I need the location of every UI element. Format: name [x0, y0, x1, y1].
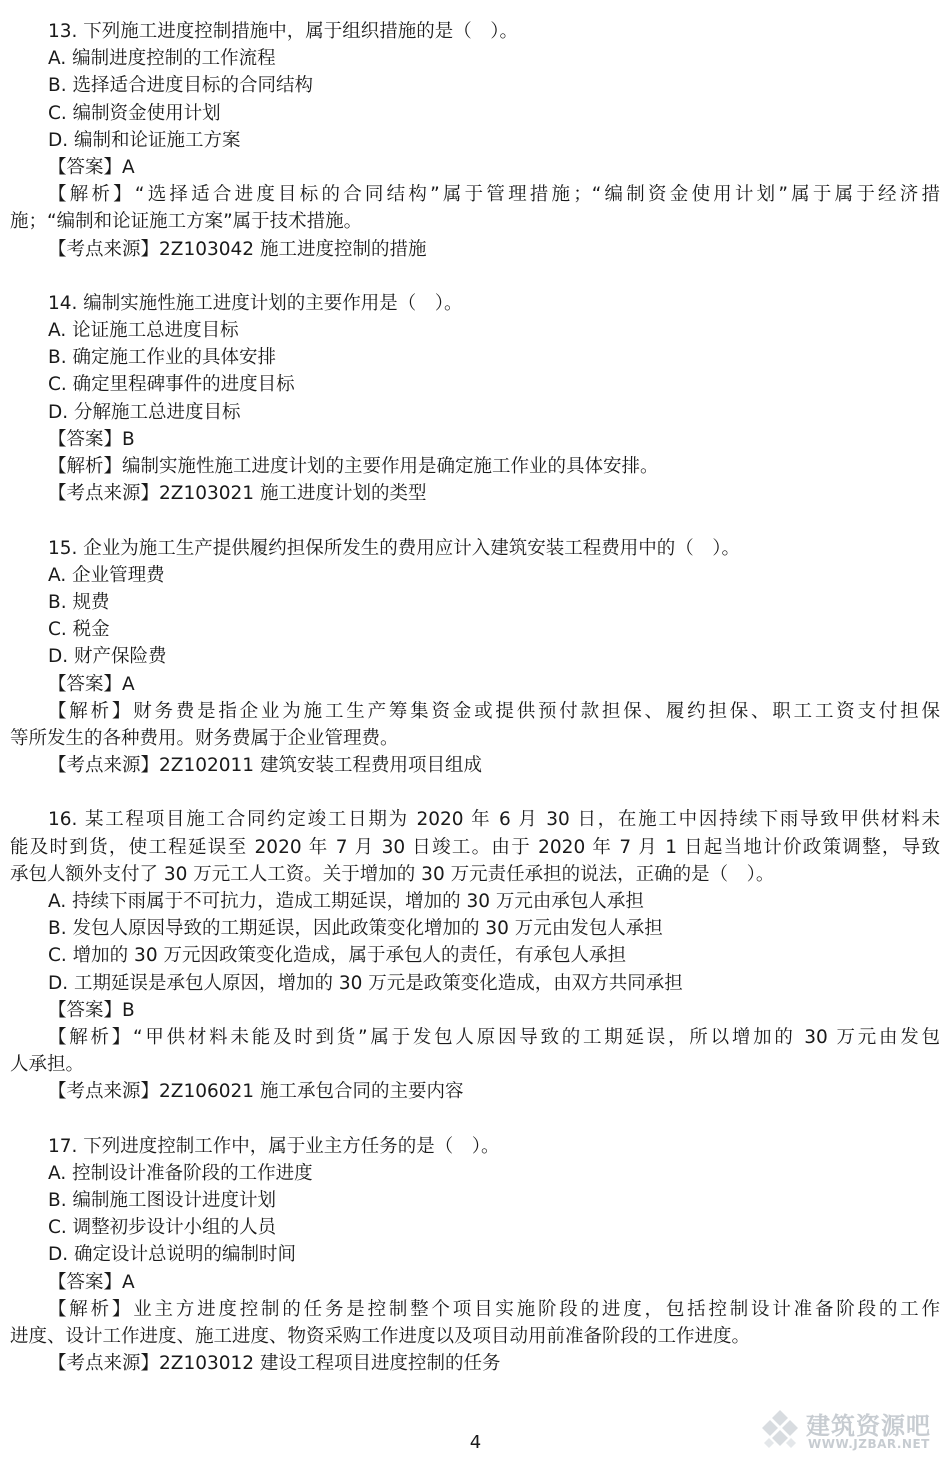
option-b: B. 规费	[48, 591, 110, 613]
analysis-line: 等所发生的各种费用。财务费属于企业管理费。	[10, 727, 399, 749]
question-stem: 16. 某工程项目施工合同约定竣工日期为 2020 年 6 月 30 日，在施工中因持续下雨导致甲供材料未	[48, 809, 940, 831]
document-body	[10, 18, 940, 1377]
option-a: A. 论证施工总进度目标	[48, 320, 239, 342]
option-c: C. 编制资金使用计划	[48, 102, 221, 124]
answer: 【答案】A	[48, 673, 135, 695]
option-d: D. 工期延误是承包人原因，增加的 30 万元是政策变化造成，由双方共同承担	[48, 972, 683, 994]
option-d: D. 编制和论证施工方案	[48, 129, 241, 151]
question-stem: 13. 下列施工进度控制措施中，属于组织措施的是（ ）。	[48, 21, 519, 42]
option-d: D. 分解施工总进度目标	[48, 401, 241, 423]
question-stem: 17. 下列进度控制工作中，属于业主方任务的是（ ）。	[48, 1135, 500, 1157]
analysis-line: 【解析】“甲供材料未能及时到货”属于发包人原因导致的工期延误，所以增加的 30 万元由发包	[48, 1026, 940, 1048]
question-block	[10, 290, 940, 508]
page-number: 4	[469, 1432, 482, 1453]
option-a: A. 控制设计准备阶段的工作进度	[48, 1162, 313, 1184]
analysis-line: 【解析】编制实施性施工进度计划的主要作用是确定施工作业的具体安排。	[48, 456, 659, 477]
option-a: A. 持续下雨属于不可抗力，造成工期延误，增加的 30 万元由承包人承担	[48, 891, 644, 912]
source: 【考点来源】2Z103042 施工进度控制的措施	[48, 238, 427, 260]
source: 【考点来源】2Z103012 建设工程项目进度控制的任务	[48, 1353, 501, 1375]
question-stem: 承包人额外支付了 30 万元工人工资。关于增加的 30 万元责任承担的说法，正确的是（ ）。	[10, 863, 775, 885]
analysis-line: 【解析】财务费是指企业为施工生产筹集资金或提供预付款担保、履约担保、职工工资支付担保	[48, 700, 940, 722]
option-b: B. 确定施工作业的具体安排	[48, 347, 276, 369]
answer: 【答案】A	[48, 1271, 135, 1293]
option-b: B. 编制施工图设计进度计划	[48, 1190, 276, 1212]
question-stem: 14. 编制实施性施工进度计划的主要作用是（ ）。	[48, 292, 463, 314]
question-stem: 15. 企业为施工生产提供履约担保所发生的费用应计入建筑安装工程费用中的（ ）。	[48, 537, 741, 559]
analysis-line: 人承担。	[10, 1054, 85, 1076]
option-b: B. 发包人原因导致的工期延误，因此政策变化增加的 30 万元由发包人承担	[48, 918, 663, 940]
analysis-line: 进度、设计工作进度、施工进度、物资采购工作进度以及项目动用前准备阶段的工作进度。	[10, 1326, 751, 1347]
option-c: C. 税金	[48, 619, 110, 641]
watermark-title: 建筑资源吧	[806, 1412, 931, 1440]
diamond-grid-logo-icon	[758, 1408, 802, 1452]
option-d: D. 财产保险费	[48, 646, 167, 668]
question-block	[10, 18, 940, 263]
option-c: C. 确定里程碑事件的进度目标	[48, 374, 295, 396]
option-d: D. 确定设计总说明的编制时间	[48, 1244, 297, 1266]
watermark	[758, 1404, 943, 1456]
question-block	[10, 535, 940, 780]
option-c: C. 增加的 30 万元因政策变化造成，属于承包人的责任，有承包人承担	[48, 945, 626, 967]
analysis-line: 【解析】业主方进度控制的任务是控制整个项目实施阶段的进度，包括控制设计准备阶段的工作	[48, 1298, 940, 1320]
answer: 【答案】B	[48, 999, 135, 1021]
analysis-line: 【解析】“选择适合进度目标的合同结构”属于管理措施；“编制资金使用计划”属于属于经济措	[48, 184, 940, 206]
source: 【考点来源】2Z106021 施工承包合同的主要内容	[48, 1081, 464, 1103]
option-c: C. 调整初步设计小组的人员	[48, 1217, 277, 1239]
watermark-url: WWW.JZBAR.NET	[808, 1437, 930, 1451]
source: 【考点来源】2Z103021 施工进度计划的类型	[48, 483, 427, 505]
option-b: B. 选择适合进度目标的合同结构	[48, 75, 313, 97]
analysis-line: 施；“编制和论证施工方案”属于技术措施。	[10, 211, 363, 233]
answer: 【答案】A	[48, 156, 135, 178]
question-stem: 能及时到货，使工程延误至 2020 年 7 月 30 日竣工。由于 2020 年 7 月 1 日起当地计价政策调整，导致	[10, 836, 940, 858]
option-a: A. 企业管理费	[48, 564, 165, 586]
question-block	[10, 1133, 940, 1378]
option-a: A. 编制进度控制的工作流程	[48, 48, 276, 70]
answer: 【答案】B	[48, 428, 135, 450]
question-block	[10, 806, 940, 1105]
source: 【考点来源】2Z102011 建筑安装工程费用项目组成	[48, 755, 482, 777]
